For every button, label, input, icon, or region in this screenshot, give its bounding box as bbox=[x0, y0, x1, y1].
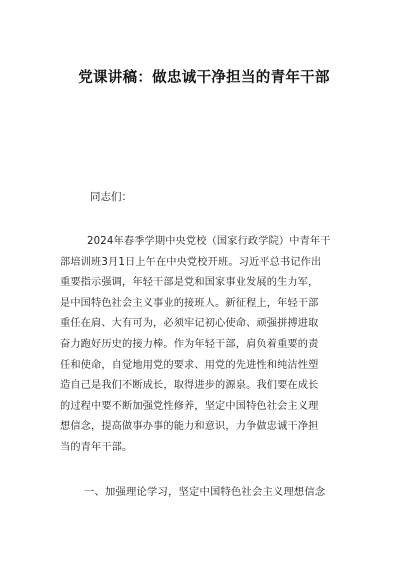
paragraph-line: 造自己是我们不断成长，取得进步的源泉。我们要在成长 bbox=[60, 380, 319, 392]
paragraph-line: 2024年春季学期中央党校（国家行政学院）中青年干 bbox=[87, 236, 331, 247]
paragraph-line: 重要指示强调，年轻干部是党和国家事业发展的生力军， bbox=[60, 277, 319, 289]
paragraph-line: 重任在肩、大有可为，必须牢记初心使命、顽强拼搏进取 bbox=[60, 318, 319, 330]
paragraph-line: 想信念，提高做事办事的能力和意识，力争做忠诚干净担 bbox=[60, 421, 319, 433]
salutation: 同志们： bbox=[90, 191, 132, 203]
paragraph-line: 部培训班3月1日上午在中央党校开班。习近平总书记作出 bbox=[60, 256, 322, 268]
paragraph-line: 任和使命，自觉地用党的要求、用党的先进性和纯洁性塑 bbox=[60, 359, 319, 371]
paragraph-line: 的过程中要不断加强党性修养，坚定中国特色社会主义理 bbox=[60, 400, 319, 412]
section-heading: 一、加强理论学习，坚定中国特色社会主义理想信念 bbox=[84, 486, 326, 498]
body-paragraph bbox=[60, 232, 350, 459]
document-title: 党课讲稿：做忠诚干净担当的青年干部 bbox=[78, 70, 330, 86]
paragraph-line: 当的青年干部。 bbox=[60, 441, 133, 453]
paragraph-line: 是中国特色社会主义事业的接班人。新征程上，年轻干部 bbox=[60, 297, 319, 309]
paragraph-line: 奋力跑好历史的接力棒。作为年轻干部，肩负着重要的责 bbox=[60, 338, 319, 350]
